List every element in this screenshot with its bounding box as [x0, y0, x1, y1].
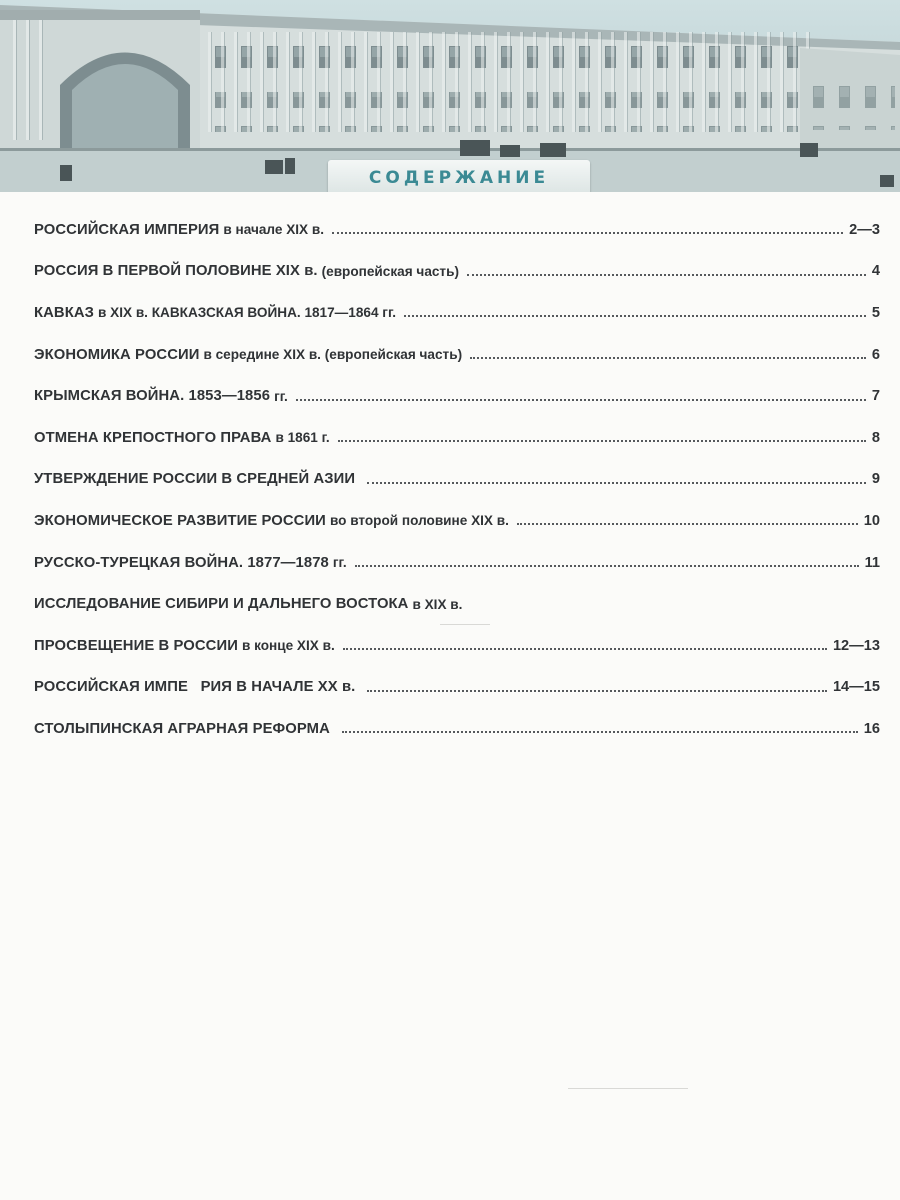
toc-entry-page: 5	[871, 304, 880, 321]
toc-entry-page: 10	[863, 512, 880, 529]
toc-entry[interactable]	[34, 500, 880, 542]
toc-entry-heading: РОССИЙСКАЯ ИМПЕ РИЯ В НАЧАЛЕ XX в.	[34, 679, 356, 696]
toc-entry-heading: ОТМЕНА КРЕПОСТНОГО ПРАВА	[34, 429, 272, 446]
toc-entry-subtitle: во второй половине XIX в.	[329, 513, 509, 529]
dot-leader	[343, 647, 827, 650]
toc-entry-page: 9	[871, 471, 880, 488]
dot-leader	[404, 314, 866, 317]
header-banner	[0, 0, 900, 192]
toc-entry-heading: РОССИЯ В ПЕРВОЙ ПОЛОВИНЕ XIX в.	[34, 263, 318, 280]
toc-entry-heading: КРЫМСКАЯ ВОЙНА. 1853—1856	[34, 388, 271, 405]
toc-title-plate	[328, 160, 590, 192]
toc-entry-page: 7	[871, 388, 880, 405]
toc-entry-heading: КАВКАЗ	[34, 304, 94, 321]
toc-entry-page: 11	[864, 554, 880, 571]
toc-entry-heading: ПРОСВЕЩЕНИЕ В РОССИИ	[34, 637, 238, 654]
toc-entry[interactable]	[34, 583, 880, 625]
dot-leader	[332, 231, 843, 234]
toc-entry-subtitle: гг.	[274, 388, 288, 404]
toc-entry[interactable]	[34, 251, 880, 293]
faint-mark	[440, 624, 490, 625]
toc-entry-subtitle: в XIX в.	[412, 596, 463, 612]
toc-entry-heading: СТОЛЫПИНСКАЯ АГРАРНАЯ РЕФОРМА	[34, 720, 330, 737]
toc-title: СОДЕРЖАНИЕ	[368, 168, 550, 188]
toc-entry-heading: ИССЛЕДОВАНИЕ СИБИРИ И ДАЛЬНЕГО ВОСТОКА	[34, 596, 409, 613]
toc-entry[interactable]	[34, 625, 880, 667]
toc-entry-subtitle: в середине XIX в. (европейская часть)	[203, 347, 463, 363]
toc-entry-page: 8	[871, 429, 880, 446]
toc-entry-heading: УТВЕРЖДЕНИЕ РОССИИ В СРЕДНЕЙ АЗИИ	[34, 471, 356, 488]
toc-entry-heading: ЭКОНОМИЧЕСКОЕ РАЗВИТИЕ РОССИИ	[34, 512, 326, 529]
toc-entry-subtitle: в конце XIX в.	[241, 638, 335, 654]
toc-entry[interactable]	[34, 542, 880, 584]
dot-leader	[367, 689, 827, 692]
toc-entry[interactable]	[34, 667, 880, 709]
toc-entry-heading: РОССИЙСКАЯ ИМПЕРИЯ	[34, 221, 220, 238]
toc-entry-subtitle: гг.	[332, 555, 347, 571]
toc-entry[interactable]	[34, 708, 880, 750]
toc-entry-subtitle: в начале XIX в.	[223, 222, 325, 238]
toc-entry[interactable]	[34, 292, 880, 334]
faint-mark	[568, 1088, 688, 1089]
toc-entry-subtitle: в XIX в. КАВКАЗСКАЯ ВОЙНА. 1817—1864 гг.	[98, 305, 397, 321]
toc-entry-page: 4	[871, 263, 880, 280]
toc-entry-subtitle: (европейская часть)	[321, 263, 459, 279]
dot-leader	[470, 356, 866, 359]
toc-entry[interactable]	[34, 375, 880, 417]
dot-leader	[367, 481, 866, 484]
toc-entry[interactable]	[34, 209, 880, 251]
toc-entry-page: 6	[871, 346, 880, 363]
dot-leader	[467, 273, 866, 276]
dot-leader	[517, 522, 858, 525]
toc-entry[interactable]	[34, 334, 880, 376]
toc-entry-page: 14—15	[832, 679, 880, 696]
toc-entry-page: 12—13	[832, 637, 880, 654]
toc-entry-heading: ЭКОНОМИКА РОССИИ	[34, 346, 200, 363]
toc-entry-heading: РУССКО-ТУРЕЦКАЯ ВОЙНА. 1877—1878	[34, 554, 329, 571]
table-of-contents	[34, 209, 880, 750]
dot-leader	[342, 730, 858, 733]
dot-leader	[338, 439, 866, 442]
toc-entry-page: 2—3	[849, 221, 880, 238]
toc-entry[interactable]	[34, 459, 880, 501]
toc-entry-page: 16	[863, 720, 880, 737]
toc-entry-subtitle: в 1861 г.	[275, 430, 330, 446]
dot-leader	[355, 564, 859, 567]
toc-entry[interactable]	[34, 417, 880, 459]
dot-leader	[296, 398, 866, 401]
